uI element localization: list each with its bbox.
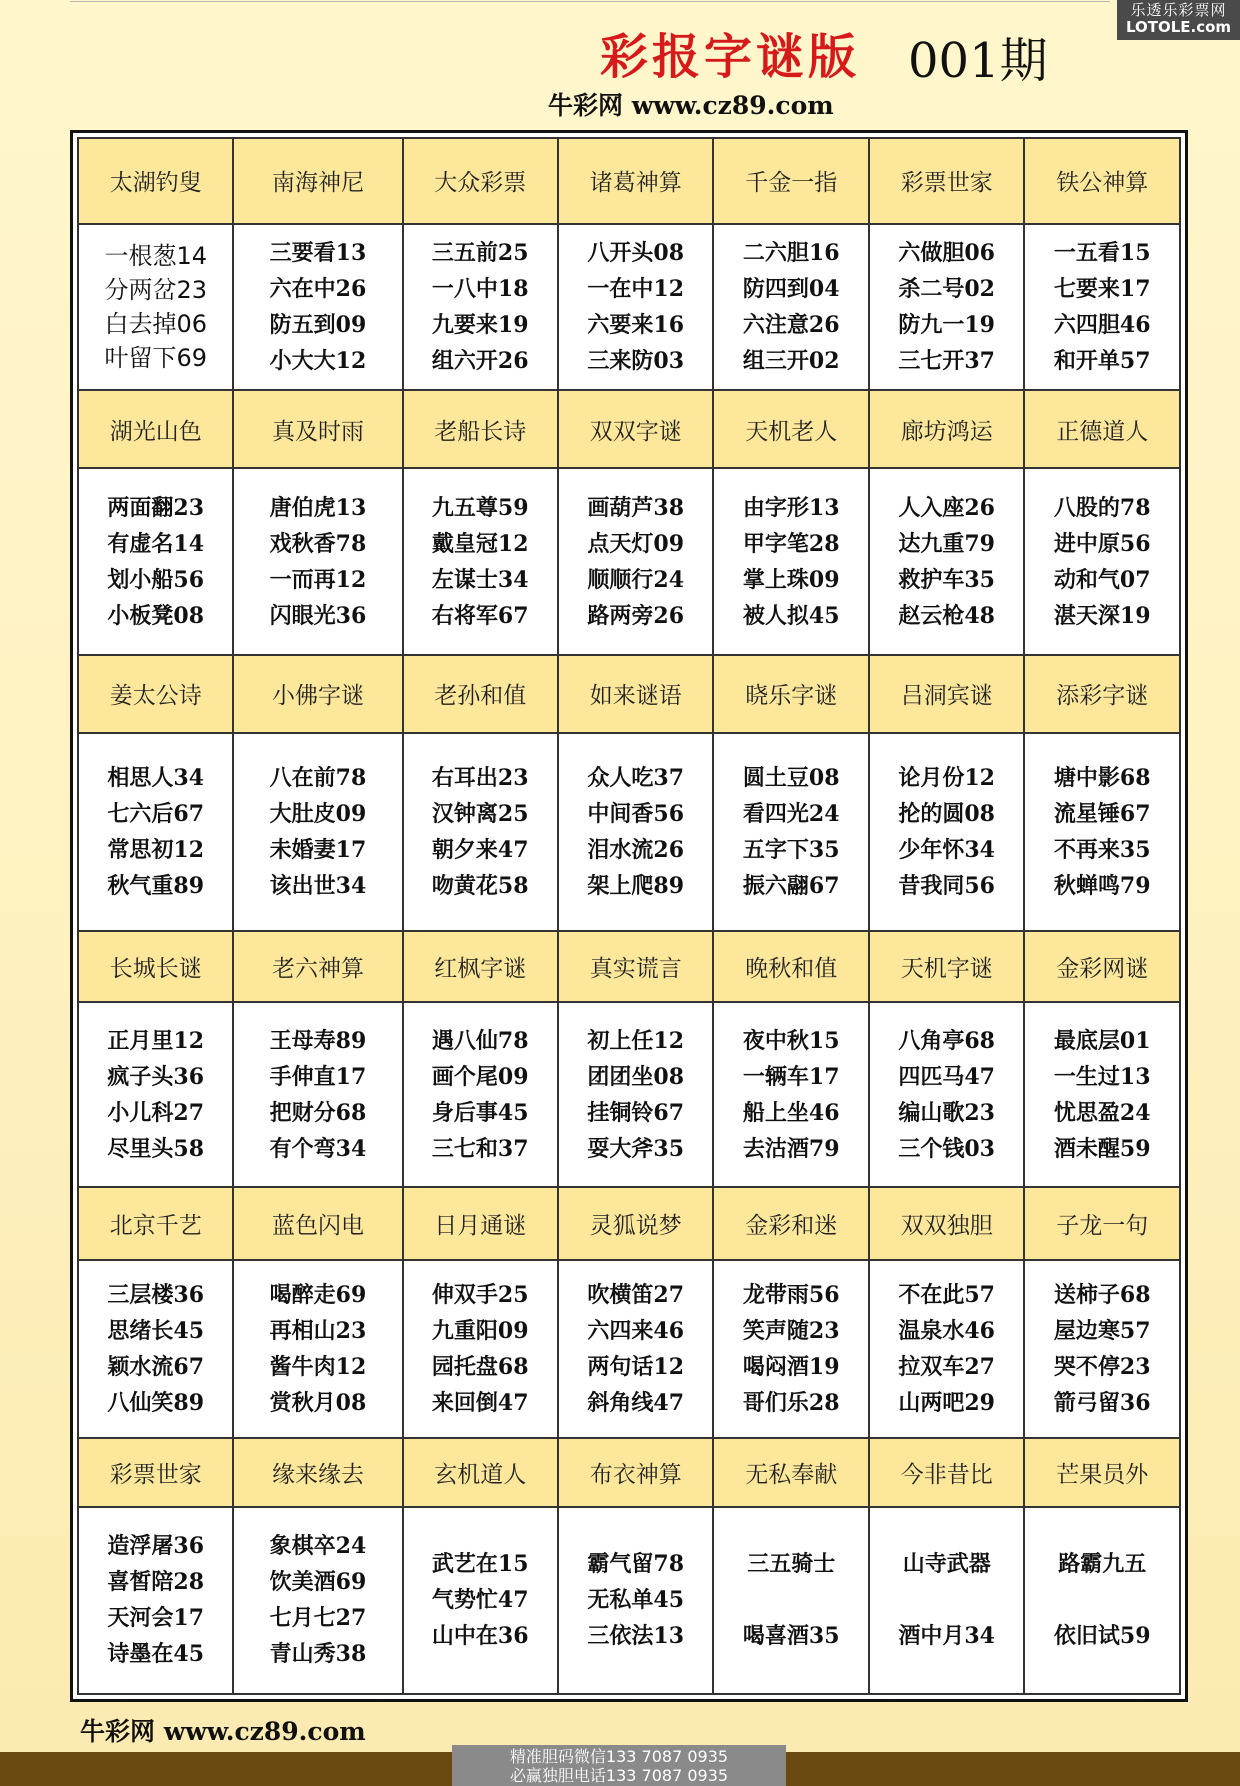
- riddle-line: 送柿子68: [1053, 1282, 1151, 1309]
- riddle-line: 路两旁26: [587, 602, 685, 629]
- riddle-line: 四匹马47: [898, 1063, 995, 1090]
- riddle-cell: [713, 1507, 868, 1694]
- riddle-cell: [558, 733, 713, 932]
- riddle-line: 一根葱14: [104, 241, 208, 270]
- riddle-line: 划小船56: [107, 566, 205, 593]
- riddle-line: 救护车35: [898, 566, 995, 593]
- column-header: 彩票世家: [869, 138, 1024, 224]
- riddle-line: 动和气07: [1053, 566, 1151, 593]
- riddle-line: 气势忙47: [431, 1587, 529, 1614]
- riddle-table: [77, 137, 1181, 1695]
- riddle-cell: [78, 1507, 233, 1694]
- riddle-cell: [403, 733, 558, 932]
- riddle-line: 常思初12: [107, 837, 205, 864]
- column-header: 南海神尼: [233, 138, 402, 224]
- riddle-cell: [869, 1260, 1024, 1438]
- riddle-line: 小儿科27: [107, 1099, 205, 1126]
- riddle-cell: [233, 1260, 402, 1438]
- riddle-line: 甲字笔28: [742, 530, 840, 557]
- column-header: 缘来缘去: [233, 1438, 402, 1506]
- riddle-line: 依旧试59: [1053, 1623, 1151, 1650]
- riddle-line: 夜中秋15: [742, 1027, 840, 1054]
- column-header: 如来谜语: [558, 655, 713, 733]
- riddle-cell: [713, 224, 868, 391]
- riddle-line: 一生过13: [1053, 1063, 1151, 1090]
- content-row: [78, 224, 1180, 391]
- column-header: 千金一指: [713, 138, 868, 224]
- riddle-line: 两句话12: [587, 1354, 685, 1381]
- column-header: 湖光山色: [78, 390, 233, 468]
- riddle-line: 三来防03: [587, 347, 685, 374]
- site-name-top: 牛彩网 www.cz89.com: [548, 91, 834, 120]
- riddle-line: 湛天深19: [1053, 602, 1151, 629]
- riddle-line: 五字下35: [742, 837, 840, 864]
- riddle-line: 一八中18: [431, 275, 529, 302]
- column-header: 天机字谜: [869, 931, 1024, 1002]
- riddle-cell: [78, 733, 233, 932]
- riddle-line: 酒未醒59: [1053, 1135, 1151, 1162]
- header-row: [78, 931, 1180, 1002]
- content-row: [78, 1002, 1180, 1187]
- riddle-line: 九重阳09: [431, 1318, 529, 1345]
- column-header: 今非昔比: [869, 1438, 1024, 1506]
- riddle-line: 无私单45: [587, 1587, 685, 1614]
- riddle-cell: [558, 224, 713, 391]
- column-header: 芒果员外: [1024, 1438, 1180, 1506]
- riddle-line: 中间香56: [587, 801, 685, 828]
- riddle-line: 山寺武器: [902, 1551, 991, 1578]
- riddle-line: 三五骑士: [747, 1551, 836, 1578]
- riddle-line: 看四光24: [742, 801, 840, 828]
- column-header: 晚秋和值: [713, 931, 868, 1002]
- riddle-line: 被人拟45: [742, 602, 840, 629]
- riddle-line: 再相山23: [269, 1318, 367, 1345]
- riddle-line: 和开单57: [1053, 347, 1151, 374]
- riddle-line: 右将军67: [431, 602, 529, 629]
- riddle-line: 一在中12: [587, 275, 685, 302]
- riddle-table-frame: [70, 130, 1188, 1702]
- riddle-cell: [403, 468, 558, 655]
- riddle-cell: [78, 468, 233, 655]
- riddle-line: 伸双手25: [431, 1282, 529, 1309]
- riddle-cell: [869, 1507, 1024, 1694]
- contact-box: [452, 1745, 786, 1786]
- riddle-line: 笑声随23: [742, 1318, 840, 1345]
- riddle-line: 疯子头36: [107, 1063, 205, 1090]
- riddle-line: 分两岔23: [104, 275, 208, 304]
- riddle-cell: [233, 1507, 402, 1694]
- riddle-line: 组三开02: [742, 347, 840, 374]
- column-header: 老六神算: [233, 931, 402, 1002]
- riddle-line: 山两吧29: [898, 1390, 995, 1417]
- content-row: [78, 1260, 1180, 1438]
- riddle-line: 叶留下69: [104, 343, 208, 372]
- header-row: [78, 138, 1180, 224]
- riddle-line: 天河会17: [107, 1605, 205, 1632]
- riddle-line: 山中在36: [431, 1623, 529, 1650]
- watermark-line2: LOTOLE.com: [1125, 18, 1232, 37]
- riddle-line: 右耳出23: [431, 765, 529, 792]
- riddle-line: 喜皙陪28: [107, 1569, 205, 1596]
- riddle-line: 箭弓留36: [1053, 1390, 1151, 1417]
- riddle-cell: [558, 1002, 713, 1187]
- riddle-line: 杀二号02: [898, 275, 995, 302]
- column-header: 长城长谜: [78, 931, 233, 1002]
- riddle-line: 少年怀34: [898, 837, 995, 864]
- riddle-line: 青山秀38: [269, 1641, 367, 1668]
- riddle-line: 顺顺行24: [587, 566, 685, 593]
- riddle-cell: [1024, 468, 1180, 655]
- riddle-cell: [713, 1002, 868, 1187]
- riddle-line: 论月份12: [898, 765, 995, 792]
- riddle-line: 大肚皮09: [269, 801, 367, 828]
- column-header: 蓝色闪电: [233, 1187, 402, 1260]
- riddle-cell: [713, 468, 868, 655]
- riddle-line: 一辆车17: [742, 1063, 840, 1090]
- riddle-line: 众人吃37: [587, 765, 685, 792]
- riddle-line: 斜角线47: [587, 1390, 685, 1417]
- riddle-line: 组六开26: [431, 347, 529, 374]
- riddle-line: 抡的圆08: [898, 801, 995, 828]
- riddle-line: 来回倒47: [431, 1390, 529, 1417]
- riddle-cell: [403, 1260, 558, 1438]
- riddle-cell: [1024, 1260, 1180, 1438]
- column-header: 双双字谜: [558, 390, 713, 468]
- riddle-line: 正月里12: [107, 1027, 205, 1054]
- column-header: 诸葛神算: [558, 138, 713, 224]
- riddle-line: 昔我同56: [898, 873, 995, 900]
- riddle-line: 酱牛肉12: [269, 1354, 367, 1381]
- riddle-line: 秋气重89: [107, 873, 205, 900]
- riddle-cell: [558, 468, 713, 655]
- riddle-line: 赵云枪48: [898, 602, 995, 629]
- column-header: 北京千艺: [78, 1187, 233, 1260]
- riddle-line: 架上爬89: [587, 873, 685, 900]
- riddle-line: 六四胆46: [1053, 311, 1151, 338]
- column-header: 日月通谜: [403, 1187, 558, 1260]
- riddle-line: 哭不停23: [1053, 1354, 1151, 1381]
- column-header: 老船长诗: [403, 390, 558, 468]
- riddle-line: 圆土豆08: [742, 765, 840, 792]
- riddle-line: 最底层01: [1053, 1027, 1151, 1054]
- riddle-cell: [78, 1002, 233, 1187]
- riddle-line: 六四来46: [587, 1318, 685, 1345]
- riddle-cell: [403, 1507, 558, 1694]
- riddle-cell: [869, 224, 1024, 391]
- riddle-cell: [869, 1002, 1024, 1187]
- riddle-line: 王母寿89: [269, 1027, 367, 1054]
- riddle-cell: [233, 468, 402, 655]
- riddle-line: 八角亭68: [898, 1027, 995, 1054]
- riddle-line: 九五尊59: [431, 494, 529, 521]
- riddle-cell: [233, 733, 402, 932]
- riddle-cell: [558, 1507, 713, 1694]
- riddle-line: 八仙笑89: [107, 1390, 205, 1417]
- riddle-line: 挂铜铃67: [587, 1099, 685, 1126]
- column-header: 双双独胆: [869, 1187, 1024, 1260]
- riddle-line: 九要来19: [431, 311, 529, 338]
- riddle-line: 流星锤67: [1053, 801, 1151, 828]
- riddle-cell: [1024, 733, 1180, 932]
- site-name-bottom: 牛彩网 www.cz89.com: [80, 1717, 366, 1746]
- riddle-line: 画个尾09: [431, 1063, 529, 1090]
- riddle-line: 左谋士34: [431, 566, 529, 593]
- column-header: 姜太公诗: [78, 655, 233, 733]
- riddle-line: 防九一19: [898, 311, 995, 338]
- column-header: 小佛字谜: [233, 655, 402, 733]
- riddle-line: 初上任12: [587, 1027, 685, 1054]
- riddle-line: 八股的78: [1053, 494, 1151, 521]
- riddle-line: 小板凳08: [107, 602, 205, 629]
- column-header: 真及时雨: [233, 390, 402, 468]
- riddle-line: 秋蝉鸣79: [1053, 873, 1151, 900]
- riddle-line: 耍大斧35: [587, 1135, 685, 1162]
- column-header: 廊坊鸿运: [869, 390, 1024, 468]
- riddle-line: 八开头08: [587, 239, 685, 266]
- riddle-line: 去沽酒79: [742, 1135, 840, 1162]
- riddle-cell: [403, 224, 558, 391]
- riddle-line: 团团坐08: [587, 1063, 685, 1090]
- column-header: 大众彩票: [403, 138, 558, 224]
- riddle-line: 诗墨在45: [107, 1641, 205, 1668]
- riddle-line: 身后事45: [431, 1099, 529, 1126]
- riddle-line: 尽里头58: [107, 1135, 205, 1162]
- watermark-line1: 乐透乐彩票网: [1130, 1, 1227, 19]
- riddle-line: 船上坐46: [742, 1099, 840, 1126]
- riddle-line: 六在中26: [269, 275, 367, 302]
- riddle-line: 一而再12: [269, 566, 367, 593]
- riddle-line: 吻黄花58: [431, 873, 529, 900]
- content-row: [78, 468, 1180, 655]
- riddle-cell: [869, 468, 1024, 655]
- issue-number: 001期: [908, 33, 1048, 89]
- riddle-line: 把财分68: [269, 1099, 367, 1126]
- riddle-line: 园托盘68: [431, 1354, 529, 1381]
- riddle-line: 遇八仙78: [431, 1027, 529, 1054]
- column-header: 玄机道人: [403, 1438, 558, 1506]
- riddle-line: 六做胆06: [898, 239, 995, 266]
- riddle-line: 有虚名14: [107, 530, 205, 557]
- header-row: [78, 390, 1180, 468]
- riddle-cell: [233, 1002, 402, 1187]
- riddle-line: 未婚妻17: [269, 837, 367, 864]
- riddle-line: 戏秋香78: [269, 530, 367, 557]
- riddle-line: 温泉水46: [898, 1318, 995, 1345]
- column-header: 金彩网谜: [1024, 931, 1180, 1002]
- column-header: 添彩字谜: [1024, 655, 1180, 733]
- riddle-line: 造浮屠36: [107, 1533, 205, 1560]
- riddle-line: 二六胆16: [742, 239, 840, 266]
- riddle-line: 防四到04: [742, 275, 840, 302]
- riddle-line: 三层楼36: [107, 1282, 205, 1309]
- riddle-line: 画葫芦38: [587, 494, 685, 521]
- riddle-line: 塘中影68: [1053, 765, 1151, 792]
- riddle-line: 人入座26: [898, 494, 995, 521]
- column-header: 吕洞宾谜: [869, 655, 1024, 733]
- riddle-line: 龙带雨56: [742, 1282, 840, 1309]
- header-row: [78, 1187, 1180, 1260]
- riddle-line: 唐伯虎13: [269, 494, 367, 521]
- riddle-line: 酒中月34: [898, 1623, 995, 1650]
- riddle-line: 三七和37: [431, 1135, 529, 1162]
- header-row: [78, 1438, 1180, 1506]
- contact-line1: 精准胆码微信133 7087 0935: [509, 1747, 729, 1766]
- riddle-line: 手伸直17: [269, 1063, 367, 1090]
- riddle-line: 相思人34: [107, 765, 205, 792]
- column-header: 太湖钓叟: [78, 138, 233, 224]
- content-row: [78, 733, 1180, 932]
- riddle-line: 屋边寒57: [1053, 1318, 1151, 1345]
- riddle-line: 不在此57: [898, 1282, 995, 1309]
- content-row: [78, 1507, 1180, 1694]
- riddle-line: 泪水流26: [587, 837, 685, 864]
- riddle-line: 戴皇冠12: [431, 530, 529, 557]
- column-header: 金彩和迷: [713, 1187, 868, 1260]
- column-header: 铁公神算: [1024, 138, 1180, 224]
- riddle-line: 霸气留78: [587, 1551, 685, 1578]
- riddle-line: 路霸九五: [1058, 1551, 1147, 1578]
- column-header: 真实谎言: [558, 931, 713, 1002]
- riddle-line: 有个弯34: [269, 1135, 367, 1162]
- riddle-line: 三七开37: [898, 347, 995, 374]
- riddle-cell: [1024, 1002, 1180, 1187]
- riddle-cell: [1024, 1507, 1180, 1694]
- riddle-line: 忧思盈24: [1053, 1099, 1151, 1126]
- riddle-line: 朝夕来47: [431, 837, 529, 864]
- riddle-line: 三个钱03: [898, 1135, 995, 1162]
- riddle-line: 两面翻23: [107, 494, 205, 521]
- riddle-line: 饮美酒69: [269, 1569, 367, 1596]
- riddle-cell: [233, 224, 402, 391]
- riddle-line: 小大大12: [269, 347, 367, 374]
- riddle-cell: [713, 733, 868, 932]
- page-title: 彩报字谜版: [600, 29, 861, 85]
- riddle-line: 赏秋月08: [269, 1390, 367, 1417]
- riddle-line: 七月七27: [269, 1605, 367, 1632]
- column-header: 红枫字谜: [403, 931, 558, 1002]
- riddle-line: 三要看13: [269, 239, 367, 266]
- riddle-cell: [403, 1002, 558, 1187]
- riddle-line: 六要来16: [587, 311, 685, 338]
- riddle-cell: [713, 1260, 868, 1438]
- column-header: 灵狐说梦: [558, 1187, 713, 1260]
- column-header: 天机老人: [713, 390, 868, 468]
- column-header: 老孙和值: [403, 655, 558, 733]
- riddle-line: 七六后67: [107, 801, 205, 828]
- riddle-line: 喝闷酒19: [742, 1354, 840, 1381]
- riddle-cell: [558, 1260, 713, 1438]
- riddle-line: 颖水流67: [107, 1354, 205, 1381]
- header-row: [78, 655, 1180, 733]
- column-header: 布衣神算: [558, 1438, 713, 1506]
- riddle-line: 掌上珠09: [742, 566, 840, 593]
- top-divider: [70, 1, 1110, 2]
- riddle-cell: [78, 224, 233, 391]
- riddle-line: 拉双车27: [898, 1354, 995, 1381]
- riddle-line: 喝喜酒35: [742, 1623, 840, 1650]
- riddle-line: 三依法13: [587, 1623, 685, 1650]
- riddle-line: 一五看15: [1053, 239, 1151, 266]
- riddle-line: 七要来17: [1053, 275, 1151, 302]
- riddle-line: 三五前25: [431, 239, 529, 266]
- column-header: 晓乐字谜: [713, 655, 868, 733]
- riddle-line: 汉钟离25: [431, 801, 529, 828]
- riddle-line: 思绪长45: [107, 1318, 205, 1345]
- column-header: 无私奉献: [713, 1438, 868, 1506]
- contact-line2: 必赢独胆电话133 7087 0935: [509, 1766, 729, 1785]
- riddle-line: 喝醉走69: [269, 1282, 367, 1309]
- column-header: 子龙一句: [1024, 1187, 1180, 1260]
- riddle-line: 该出世34: [269, 873, 367, 900]
- riddle-line: 哥们乐28: [742, 1390, 840, 1417]
- riddle-line: 闪眼光36: [269, 602, 367, 629]
- riddle-line: 防五到09: [269, 311, 367, 338]
- riddle-line: 由字形13: [742, 494, 840, 521]
- riddle-line: 编山歌23: [898, 1099, 995, 1126]
- watermark-badge: [1117, 0, 1240, 40]
- riddle-cell: [1024, 224, 1180, 391]
- riddle-cell: [869, 733, 1024, 932]
- riddle-line: 吹横笛27: [587, 1282, 685, 1309]
- column-header: 彩票世家: [78, 1438, 233, 1506]
- riddle-line: 不再来35: [1053, 837, 1151, 864]
- column-header: 正德道人: [1024, 390, 1180, 468]
- riddle-line: 八在前78: [269, 765, 367, 792]
- riddle-line: 振六翮67: [742, 873, 840, 900]
- riddle-line: 进中原56: [1053, 530, 1151, 557]
- riddle-cell: [78, 1260, 233, 1438]
- riddle-line: 象棋卒24: [269, 1533, 367, 1560]
- riddle-line: 白去掉06: [104, 309, 208, 338]
- riddle-line: 达九重79: [898, 530, 995, 557]
- riddle-line: 武艺在15: [431, 1551, 529, 1578]
- riddle-line: 点天灯09: [587, 530, 685, 557]
- riddle-line: 六注意26: [742, 311, 840, 338]
